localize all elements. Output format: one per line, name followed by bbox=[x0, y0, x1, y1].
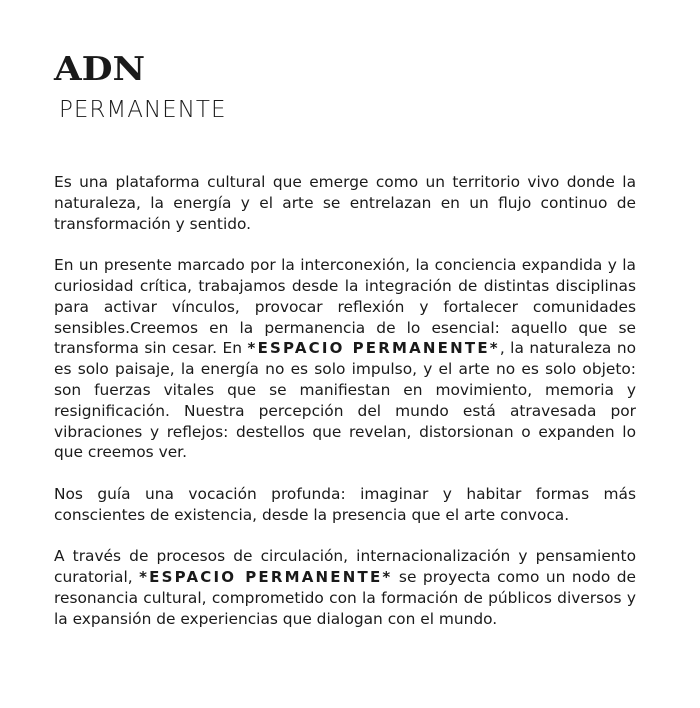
brand-name-second: *ESPACIO PERMANENTE* bbox=[139, 568, 393, 587]
paragraph-intro: Es una plataforma cultural que emerge como un territorio vivo donde la naturaleza, la energía y el arte se entrelazan en un flujo continuo de transformación y sentido. bbox=[54, 173, 636, 233]
page-subtitle: PERMANENTE bbox=[59, 97, 227, 123]
page-title: ADN bbox=[54, 49, 146, 88]
paragraph-present-end: , la naturaleza no es solo paisaje, la energía no es solo impulso, y el arte no es solo objeto: son fuerzas vitales que se manifiestan en movimiento, memoria y resignificación. Nuestra percepción del mundo está atravesada por vibraciones y reflejos: destellos que revelan, distorsionan o expanden lo que creemos ver. bbox=[54, 339, 637, 462]
paragraph-circulation-start: A través de procesos de circulación, internacionalización y pensamiento curatorial, bbox=[54, 547, 636, 587]
paragraph-circulation bbox=[54, 546, 636, 629]
brand-name: *ESPACIO PERMANENTE* bbox=[247, 339, 500, 358]
paragraph-present-start: En un presente marcado por la interconexión, la conciencia expandida y la curiosidad crítica, trabajamos desde la integración de distintas disciplinas para activar vínculos, provocar reflexión y fortalecer comunidades sensibles.Creemos en la permanencia de lo esencial: aquello que se transforma sin cesar. En bbox=[54, 256, 636, 358]
paragraph-vocation: Nos guía una vocación profunda: imaginar y habitar formas más conscientes de existencia, desde la presencia que el arte convoca. bbox=[54, 484, 636, 524]
body-text bbox=[54, 172, 636, 650]
paragraph-circulation-end: se proyecta como un nodo de resonancia cultural, comprometido con la formación de públicos diversos y la expansión de experiencias que dialogan con el mundo. bbox=[54, 568, 636, 628]
paragraph-present bbox=[54, 255, 636, 463]
